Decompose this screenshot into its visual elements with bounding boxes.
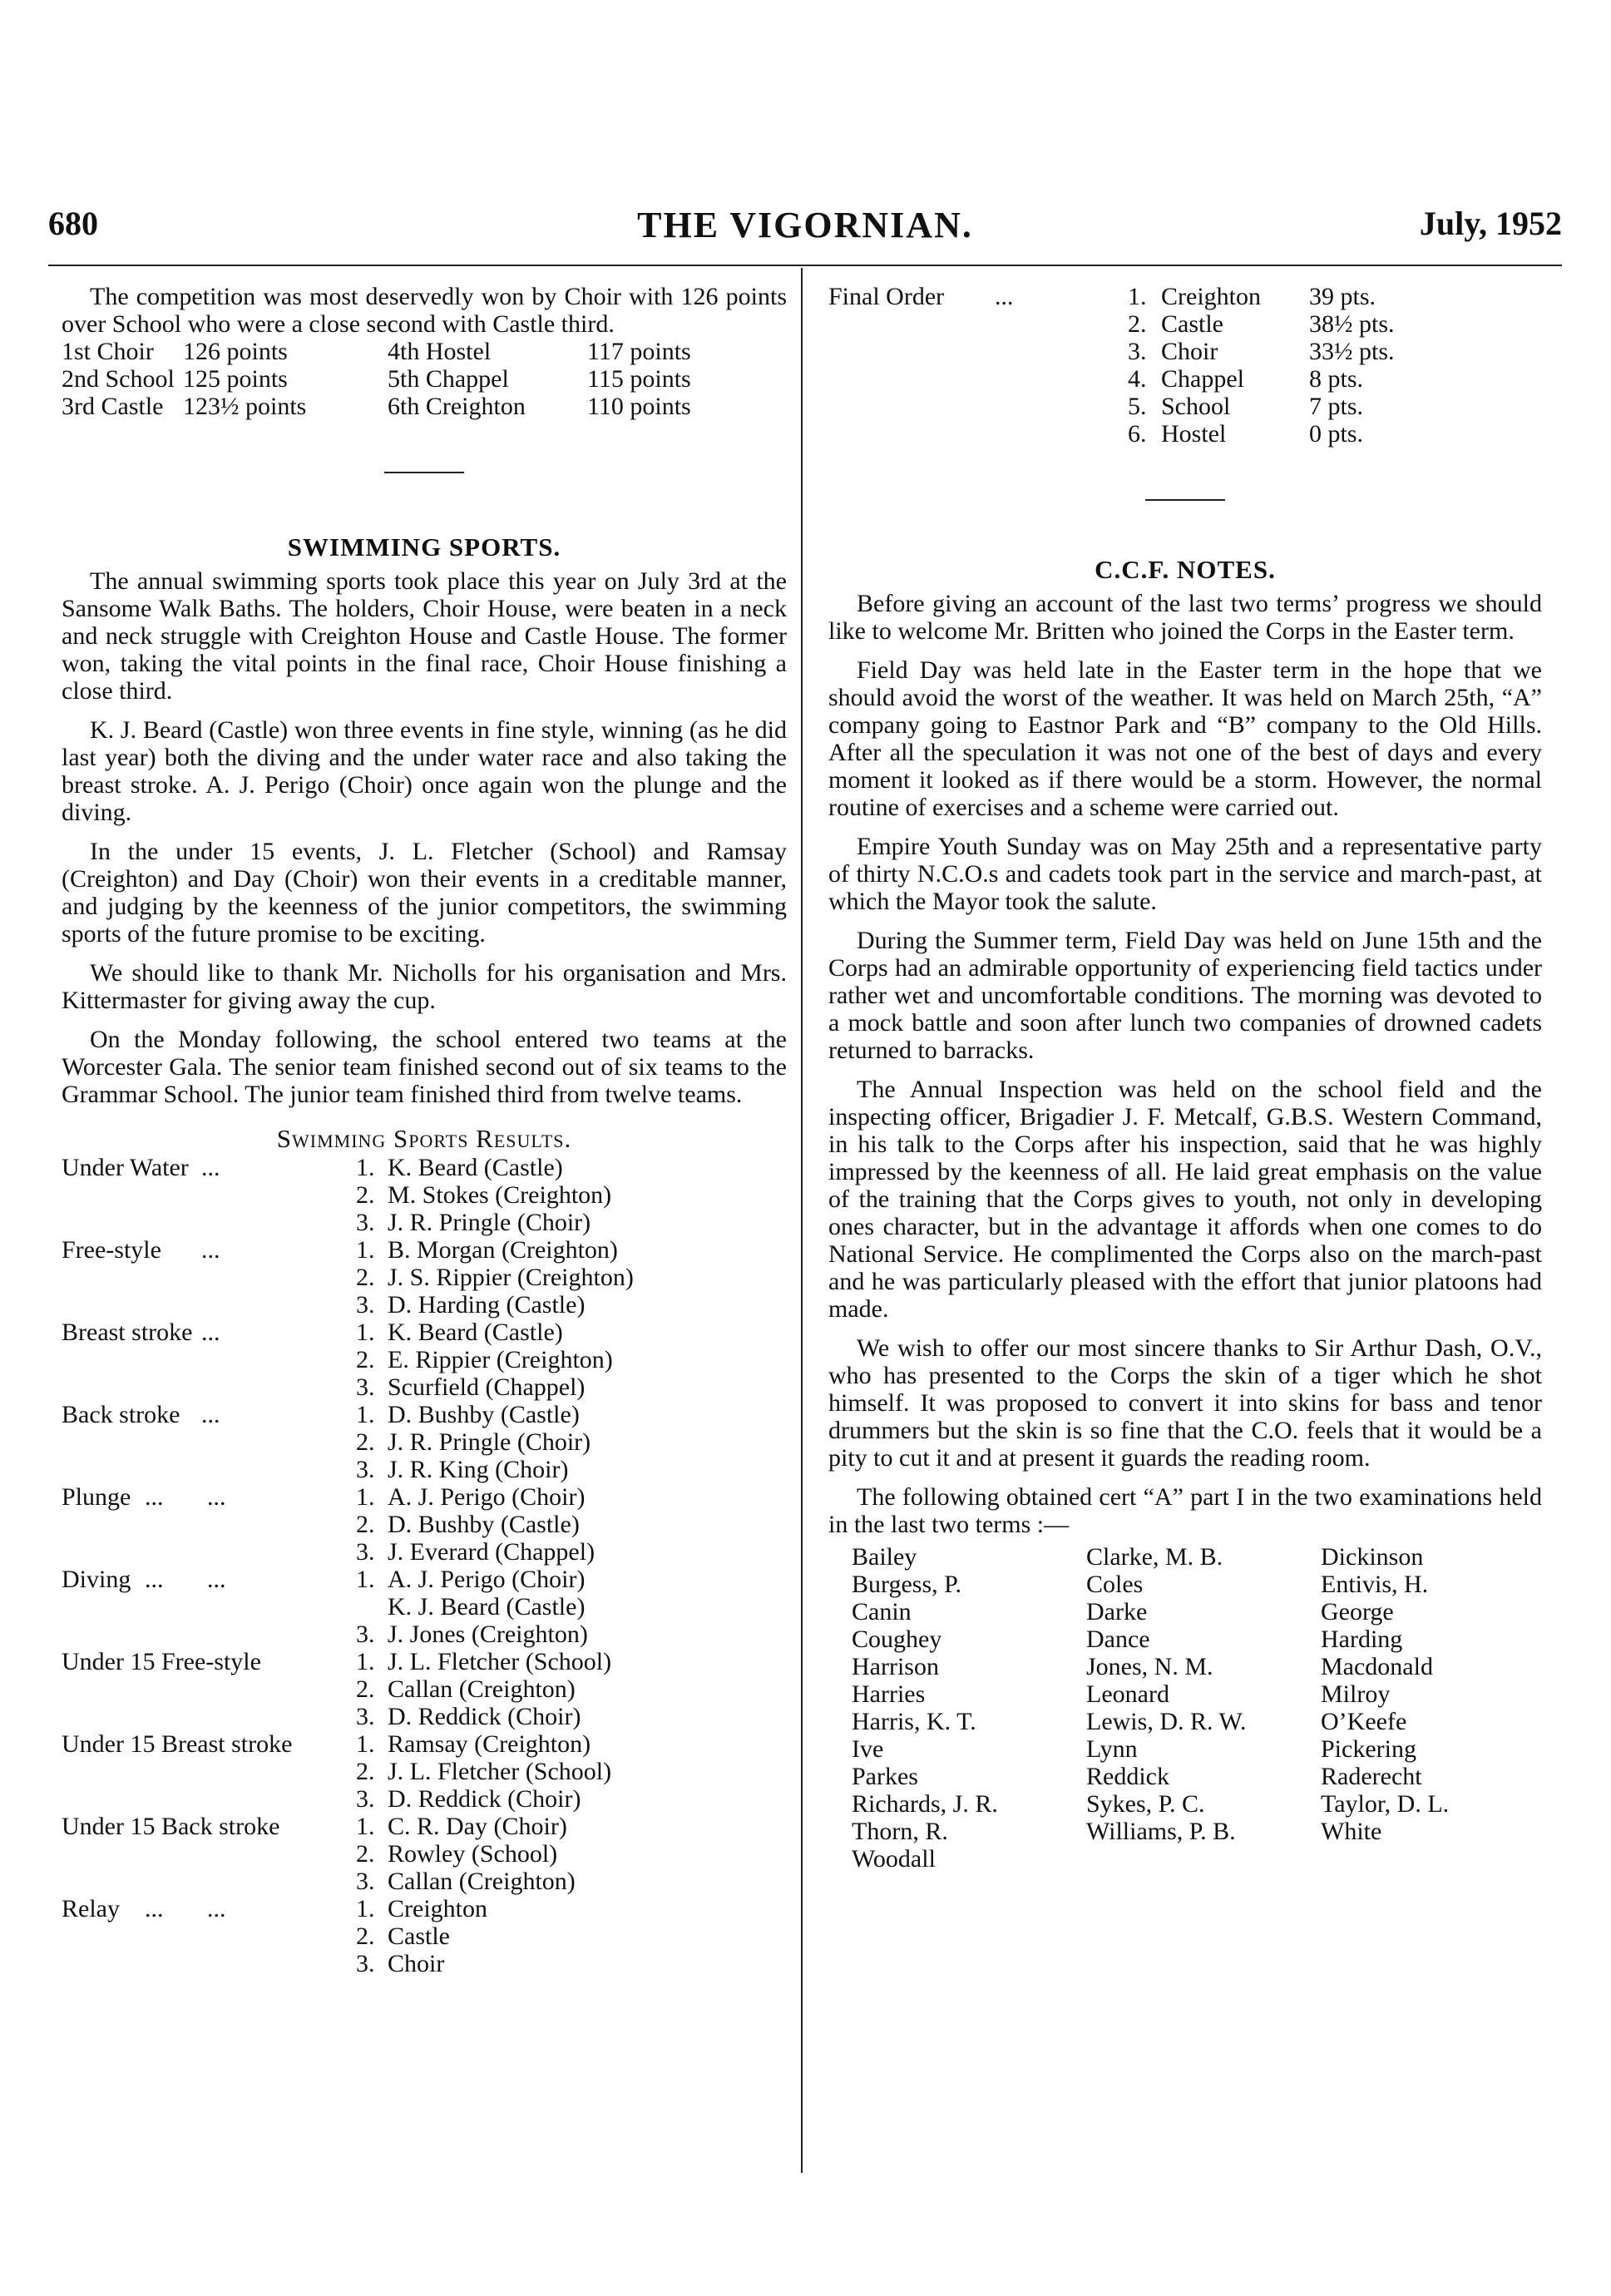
cadet-name: Richards, J. R. xyxy=(852,1790,998,1818)
result-row xyxy=(62,1373,787,1401)
standing-right-points: 110 points xyxy=(587,393,691,420)
result-row xyxy=(62,1730,787,1758)
place-number: 2. xyxy=(356,1840,375,1868)
cadet-name: Raderecht xyxy=(1321,1763,1422,1790)
cadet-name: Coughey xyxy=(852,1626,942,1653)
place-name: C. R. Day (Choir) xyxy=(388,1813,567,1840)
results-table xyxy=(62,1154,787,1977)
result-row xyxy=(62,1648,787,1675)
cadet-name: Canin xyxy=(852,1598,912,1626)
place-number: 3. xyxy=(356,1456,375,1483)
final-order-place: 4. xyxy=(1128,365,1147,393)
place-name: J. R. Pringle (Choir) xyxy=(388,1428,591,1456)
result-row xyxy=(62,1319,787,1346)
place-name: J. L. Fletcher (School) xyxy=(388,1758,612,1785)
final-order-place: 1. xyxy=(1128,283,1147,310)
final-order-place: 3. xyxy=(1128,338,1147,365)
place-number: 1. xyxy=(356,1401,375,1428)
place-number: 1. xyxy=(356,1730,375,1758)
place-name: Callan (Creighton) xyxy=(388,1868,576,1895)
cadet-name: O’Keefe xyxy=(1321,1708,1407,1735)
place-number: 3. xyxy=(356,1785,375,1813)
cadet-name: Harding xyxy=(1321,1626,1403,1653)
event-leader-dots: ... xyxy=(201,1401,220,1428)
event-name: Breast stroke xyxy=(62,1319,193,1346)
final-order-points: 7 pts. xyxy=(1309,393,1364,420)
place-number: 1. xyxy=(356,1319,375,1346)
place-number: 3. xyxy=(356,1703,375,1730)
final-order-row xyxy=(1128,365,1542,393)
standing-right: 4th Hostel xyxy=(388,338,492,365)
final-order xyxy=(828,283,1542,448)
event-name: Free-style xyxy=(62,1236,161,1264)
page-number: 680 xyxy=(48,205,98,242)
place-name: A. J. Perigo (Choir) xyxy=(388,1483,586,1511)
cadet-name: Thorn, R. xyxy=(852,1818,948,1845)
place-name: Choir xyxy=(388,1950,445,1977)
swimming-paragraph: On the Monday following, the school entered two teams at the Worcester Gala. The senior team finished second out of six teams to the Grammar School. The junior team finished third from twelve teams. xyxy=(62,1026,787,1108)
result-row xyxy=(62,1181,787,1209)
standing-left-points: 126 points xyxy=(183,338,288,365)
standing-row xyxy=(62,338,787,365)
result-row xyxy=(62,1538,787,1566)
cadet-name: Pickering xyxy=(1321,1735,1416,1763)
place-number: 3. xyxy=(356,1868,375,1895)
final-order-house: Chappel xyxy=(1161,365,1244,393)
place-name: Scurfield (Chappel) xyxy=(388,1373,586,1401)
names-row xyxy=(852,1680,1542,1708)
place-number: 2. xyxy=(356,1428,375,1456)
ccf-paragraph: The following obtained cert “A” part I in the two examinations held in the last two terms :— xyxy=(828,1483,1542,1538)
cadet-name: Parkes xyxy=(852,1763,918,1790)
standing-left-points: 125 points xyxy=(183,365,288,393)
cadet-name: Williams, P. B. xyxy=(1086,1818,1236,1845)
event-name: Under 15 Back stroke xyxy=(62,1813,280,1840)
ccf-paragraph: Empire Youth Sunday was on May 25th and a representative party of thirty N.C.O.s and cadets took part in the service and march-past, at which the Mayor took the salute. xyxy=(828,833,1542,915)
place-number: 3. xyxy=(356,1538,375,1566)
result-row xyxy=(62,1758,787,1785)
event-leader-dots: ... ... xyxy=(145,1895,226,1922)
event-leader-dots: ... xyxy=(201,1154,220,1181)
place-number: 1. xyxy=(356,1813,375,1840)
cadet-name: Ive xyxy=(852,1735,884,1763)
place-number: 2. xyxy=(356,1675,375,1703)
standing-left-points: 123½ points xyxy=(183,393,307,420)
place-number: 1. xyxy=(356,1483,375,1511)
final-order-house: Hostel xyxy=(1161,420,1227,448)
place-name: B. Morgan (Creighton) xyxy=(388,1236,618,1264)
place-name: K. Beard (Castle) xyxy=(388,1154,563,1181)
place-name: M. Stokes (Creighton) xyxy=(388,1181,612,1209)
cadet-name: Jones, N. M. xyxy=(1086,1653,1213,1680)
standing-right: 5th Chappel xyxy=(388,365,509,393)
event-name: Diving xyxy=(62,1566,131,1593)
cadet-name: Lewis, D. R. W. xyxy=(1086,1708,1247,1735)
names-row xyxy=(852,1571,1542,1598)
final-order-place: 6. xyxy=(1128,420,1147,448)
standing-left: 3rd Castle xyxy=(62,393,164,420)
event-name: Under 15 Breast stroke xyxy=(62,1730,293,1758)
cadet-name: Woodall xyxy=(852,1845,936,1873)
final-order-place: 2. xyxy=(1128,310,1147,338)
result-row xyxy=(62,1346,787,1373)
final-order-rows xyxy=(1128,283,1542,448)
cadet-name: Lynn xyxy=(1086,1735,1138,1763)
cadet-name: Milroy xyxy=(1321,1680,1391,1708)
final-order-house: Choir xyxy=(1161,338,1218,365)
cadet-name: Bailey xyxy=(852,1543,917,1571)
cadet-name: Taylor, D. L. xyxy=(1321,1790,1450,1818)
place-name: J. L. Fletcher (School) xyxy=(388,1648,612,1675)
result-row xyxy=(62,1675,787,1703)
result-row xyxy=(62,1703,787,1730)
cadet-name xyxy=(1086,1845,1321,1873)
event-name: Under 15 Free-style xyxy=(62,1648,261,1675)
competition-text: The competition was most deservedly won by Choir with 126 points over School who were a close second with Castle third. xyxy=(62,283,787,338)
place-name: J. R. King (Choir) xyxy=(388,1456,569,1483)
column-divider xyxy=(801,268,803,2173)
swimming-paragraph: K. J. Beard (Castle) won three events in fine style, winning (as he did last year) both the diving and the under water race and also taking the breast stroke. A. J. Perigo (Choir) once again won the plunge and the diving. xyxy=(62,716,787,826)
standing-right-points: 117 points xyxy=(587,338,691,365)
final-order-house: School xyxy=(1161,393,1231,420)
certificate-names xyxy=(852,1543,1542,1873)
place-number: 2. xyxy=(356,1181,375,1209)
standing-left: 2nd School xyxy=(62,365,175,393)
place-number: 1. xyxy=(356,1154,375,1181)
place-name: D. Harding (Castle) xyxy=(388,1291,586,1319)
cadet-name: Dickinson xyxy=(1321,1543,1424,1571)
ccf-paragraph: Before giving an account of the last two terms’ progress we should like to welcome Mr. Britten who joined the Corps in the Easter term. xyxy=(828,590,1542,645)
final-order-row xyxy=(1128,420,1542,448)
names-row xyxy=(852,1845,1542,1873)
ccf-heading: C.C.F. NOTES. xyxy=(1095,555,1276,584)
cadet-name: George xyxy=(1321,1598,1394,1626)
final-order-label: Final Order xyxy=(828,283,945,310)
place-name: K. J. Beard (Castle) xyxy=(388,1593,586,1621)
event-name: Relay xyxy=(62,1895,120,1922)
cadet-name: Dance xyxy=(1086,1626,1150,1653)
final-order-points: 38½ pts. xyxy=(1309,310,1395,338)
final-order-points: 0 pts. xyxy=(1309,420,1364,448)
place-name: J. Everard (Chappel) xyxy=(388,1538,595,1566)
cadet-name: Macdonald xyxy=(1321,1653,1433,1680)
place-name: Rowley (School) xyxy=(388,1840,558,1868)
ccf-paragraph: Field Day was held late in the Easter term in the hope that we should avoid the worst of the weather. It was held on March 25th, “A” company going to Eastnor Park and “B” company to the Old Hills. After all the speculation it was not one of the best of days and every moment it looked as if there would be a storm. However, the normal routine of exercises and a scheme were carried out. xyxy=(828,656,1542,821)
names-row xyxy=(852,1708,1542,1735)
place-name: E. Rippier (Creighton) xyxy=(388,1346,613,1373)
event-leader-dots: ... xyxy=(201,1236,220,1264)
event-leader-dots: ... xyxy=(201,1319,220,1346)
cadet-name: Harris, K. T. xyxy=(852,1708,976,1735)
results-heading: Swimming Sports Results. xyxy=(276,1124,572,1153)
result-row xyxy=(62,1291,787,1319)
place-name: D. Reddick (Choir) xyxy=(388,1703,581,1730)
place-number: 2. xyxy=(356,1922,375,1950)
final-order-row xyxy=(1128,393,1542,420)
place-number: 3. xyxy=(356,1950,375,1977)
result-row xyxy=(62,1813,787,1840)
final-order-place: 5. xyxy=(1128,393,1147,420)
competition-standings xyxy=(62,338,787,420)
place-name: D. Reddick (Choir) xyxy=(388,1785,581,1813)
cadet-name: Clarke, M. B. xyxy=(1086,1543,1223,1571)
place-number: 1. xyxy=(356,1648,375,1675)
header-rule xyxy=(48,265,1562,266)
result-row xyxy=(62,1428,787,1456)
place-name: Ramsay (Creighton) xyxy=(388,1730,591,1758)
result-row xyxy=(62,1840,787,1868)
place-number: 2. xyxy=(356,1511,375,1538)
result-row xyxy=(62,1456,787,1483)
cadet-name: Harrison xyxy=(852,1653,939,1680)
place-number: 1. xyxy=(356,1236,375,1264)
ccf-paragraph: The Annual Inspection was held on the school field and the inspecting officer, Brigadier J. F. Metcalf, G.B.S. Western Command, in his talk to the Corps after his inspection, said that he was highly impressed by the keenness of all. He laid great emphasis on the value of the training that the Corps gives to youth, not only in developing ones character, but in the advantage it affords when one comes to do National Service. He complimented the Corps also on the march-past and he was particularly pleased with the effort that junior platoons had made. xyxy=(828,1076,1542,1323)
event-name: Under Water xyxy=(62,1154,189,1181)
place-number: 3. xyxy=(356,1621,375,1648)
cadet-name: Harries xyxy=(852,1680,926,1708)
cadet-name: Burgess, P. xyxy=(852,1571,961,1598)
place-number: 2. xyxy=(356,1346,375,1373)
result-row xyxy=(62,1950,787,1977)
place-number: 1. xyxy=(356,1895,375,1922)
names-row xyxy=(852,1598,1542,1626)
cadet-name: Entivis, H. xyxy=(1321,1571,1429,1598)
standing-row xyxy=(62,365,787,393)
standing-right-points: 115 points xyxy=(587,365,691,393)
cadet-name: White xyxy=(1321,1818,1382,1845)
result-row xyxy=(62,1209,787,1236)
swimming-paragraph: The annual swimming sports took place this year on July 3rd at the Sansome Walk Baths. The holders, Choir House, were beaten in a neck and neck struggle with Creighton House and Castle House. The former won, taking the vital points in the final race, Choir House finishing a close third. xyxy=(62,567,787,705)
result-row xyxy=(62,1895,787,1922)
right-column xyxy=(828,283,1542,1873)
place-number: 1. xyxy=(356,1566,375,1593)
result-row xyxy=(62,1922,787,1950)
event-leader-dots: ... ... xyxy=(145,1566,226,1593)
final-order-points: 39 pts. xyxy=(1309,283,1376,310)
final-order-dots: ... xyxy=(995,283,1014,310)
names-row xyxy=(852,1818,1542,1845)
final-order-row xyxy=(1128,310,1542,338)
place-name: J. Jones (Creighton) xyxy=(388,1621,588,1648)
standing-left: 1st Choir xyxy=(62,338,154,365)
final-order-row xyxy=(1128,338,1542,365)
place-name: K. Beard (Castle) xyxy=(388,1319,563,1346)
place-number: 2. xyxy=(356,1264,375,1291)
names-row xyxy=(852,1653,1542,1680)
cadet-name: Darke xyxy=(1086,1598,1148,1626)
place-name: Callan (Creighton) xyxy=(388,1675,576,1703)
issue-date: July, 1952 xyxy=(1419,205,1562,242)
place-number: 2. xyxy=(356,1758,375,1785)
place-name: A. J. Perigo (Choir) xyxy=(388,1566,586,1593)
swimming-paragraph: In the under 15 events, J. L. Fletcher (School) and Ramsay (Creighton) and Day (Choir) won their events in a creditable manner, and judging by the keenness of the junior competitors, the swimming sports of the future promise to be exciting. xyxy=(62,838,787,948)
final-order-points: 8 pts. xyxy=(1309,365,1364,393)
event-name: Back stroke xyxy=(62,1401,180,1428)
event-leader-dots: ... ... xyxy=(145,1483,226,1511)
result-row xyxy=(62,1868,787,1895)
names-row xyxy=(852,1763,1542,1790)
result-row xyxy=(62,1785,787,1813)
place-name: Castle xyxy=(388,1922,450,1950)
names-row xyxy=(852,1790,1542,1818)
result-row xyxy=(62,1511,787,1538)
names-row xyxy=(852,1543,1542,1571)
left-column xyxy=(62,283,787,1977)
place-name: D. Bushby (Castle) xyxy=(388,1511,580,1538)
place-name: D. Bushby (Castle) xyxy=(388,1401,580,1428)
cadet-name: Leonard xyxy=(1086,1680,1169,1708)
swimming-paragraph: We should like to thank Mr. Nicholls for his organisation and Mrs. Kittermaster for giving away the cup. xyxy=(62,959,787,1014)
place-number: 3. xyxy=(356,1373,375,1401)
place-name: Creighton xyxy=(388,1895,487,1922)
result-row xyxy=(62,1401,787,1428)
ccf-paragraph: We wish to offer our most sincere thanks to Sir Arthur Dash, O.V., who has presented to the Corps the skin of a tiger which he shot himself. It was proposed to convert it into skins for bass and tenor drummers but the skin is so fine that the C.O. feels that it would be a pity to cut it and at present it guards the reading room. xyxy=(828,1334,1542,1472)
result-row xyxy=(62,1566,787,1593)
place-number: 3. xyxy=(356,1209,375,1236)
final-order-house: Castle xyxy=(1161,310,1223,338)
place-name: J. S. Rippier (Creighton) xyxy=(388,1264,634,1291)
page-header xyxy=(48,204,1562,262)
final-order-points: 33½ pts. xyxy=(1309,338,1395,365)
cadet-name: Reddick xyxy=(1086,1763,1169,1790)
final-order-house: Creighton xyxy=(1161,283,1261,310)
place-number: 3. xyxy=(356,1291,375,1319)
names-row xyxy=(852,1626,1542,1653)
result-row xyxy=(62,1483,787,1511)
ccf-paragraph: During the Summer term, Field Day was held on June 15th and the Corps had an admirable opportunity of experiencing field tactics under rather wet and uncomfortable conditions. The morning was devoted to a mock battle and soon after lunch two companies of drowned cadets returned to barracks. xyxy=(828,927,1542,1064)
names-row xyxy=(852,1735,1542,1763)
final-order-row xyxy=(1128,283,1542,310)
standing-right: 6th Creighton xyxy=(388,393,526,420)
result-row xyxy=(62,1593,787,1621)
swimming-heading: SWIMMING SPORTS. xyxy=(287,532,561,562)
cadet-name: Sykes, P. C. xyxy=(1086,1790,1205,1818)
cadet-name: Coles xyxy=(1086,1571,1144,1598)
result-row xyxy=(62,1236,787,1264)
result-row xyxy=(62,1264,787,1291)
place-name: J. R. Pringle (Choir) xyxy=(388,1209,591,1236)
event-name: Plunge xyxy=(62,1483,131,1511)
publication-title: THE VIGORNIAN. xyxy=(637,205,973,245)
result-row xyxy=(62,1154,787,1181)
result-row xyxy=(62,1621,787,1648)
standing-row xyxy=(62,393,787,420)
